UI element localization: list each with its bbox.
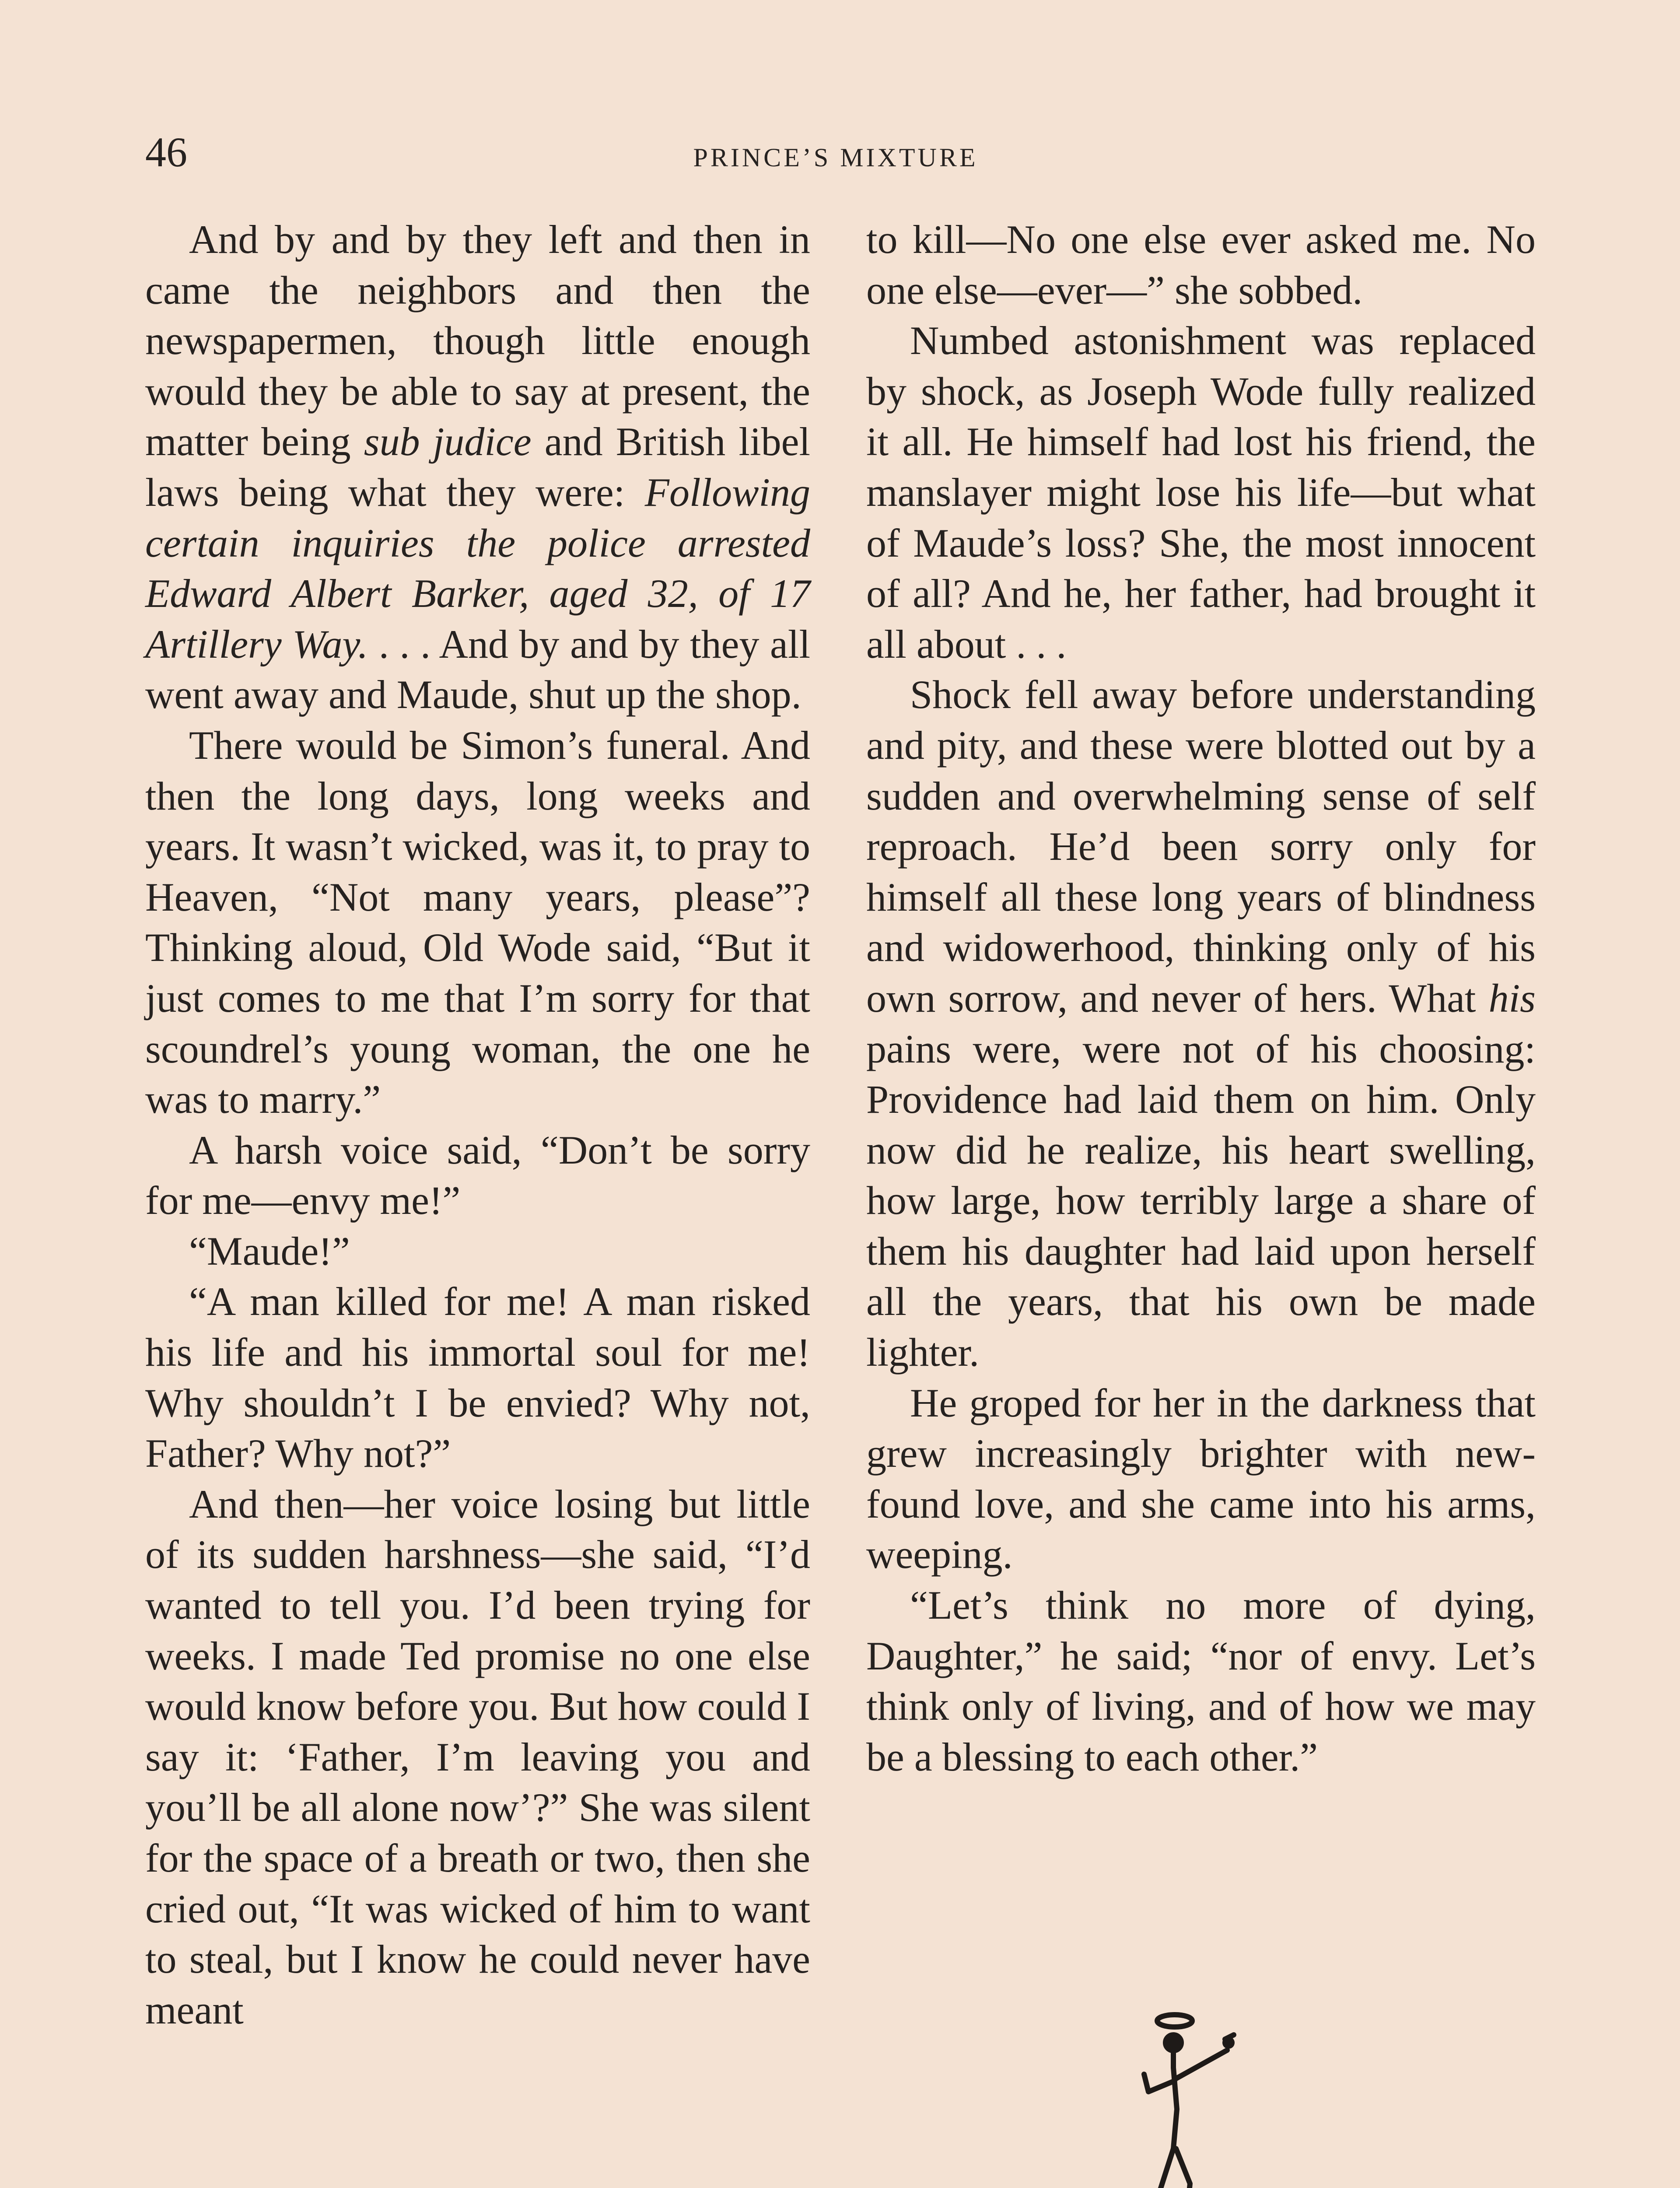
right-paragraph-3	[866, 670, 1536, 1378]
saint-stick-figure-icon	[1124, 2009, 1264, 2188]
left-paragraph-4: “Maude!”	[189, 1228, 350, 1273]
text-run: . . . And by and by they all went away and Maude, shut up the shop.	[145, 621, 810, 717]
text-run: and British libel laws being what they were:	[145, 419, 810, 515]
left-paragraph-6: And then—her voice losing but little of its sudden harshness—she said, “I’d wanted to tell you. I’d been trying for weeks. I made Ted promise no one else would know before you. But how could I say it: ‘Father, I’m leaving you and you’ll be all alone now’?” She was silent for the space of a breath or two, then she cried out, “It was wicked of him to want to steal, but I know he could never have meant	[145, 1481, 810, 2032]
left-column	[145, 214, 810, 2035]
text-run: And by and by they left and then in came the neighbors and then the newspapermen, though little enough would they be able to say at present, the matter being	[145, 217, 810, 464]
left-paragraph-2: There would be Simon’s funeral. And then the long days, long weeks and years. It wasn’t wicked, was it, to pray to Heaven, “Not many years, please”? Thinking aloud, Old Wode said, “But it just comes to me that I’m sorry for that scoundrel’s young woman, the one he was to marry.”	[145, 722, 810, 1122]
text-run: Shock fell away before understanding and pity, and these were blotted out by a sudden and overwhelming sense of self reproach. He’d been sorry only for himself all these long years of blindness and widowerhood, thinking only of his own sorrow, and never of hers. What	[866, 672, 1536, 1020]
left-paragraph-1	[145, 214, 810, 720]
italic-text: Following certain inquiries the police arrested Edward Albert Barker, aged 32, of 17 Artillery Way.	[145, 470, 810, 666]
right-paragraph-1: to kill—No one else ever asked me. No one else—ever—” she sobbed.	[866, 217, 1536, 312]
page-number: 46	[145, 129, 187, 175]
right-column	[866, 214, 1536, 1782]
right-paragraph-5: “Let’s think no more of dying, Daughter,” he said; “nor of envy. Let’s think only of living, and of how we may be a blessing to each other.”	[866, 1583, 1536, 1779]
left-paragraph-5: “A man killed for me! A man risked his life and his immortal soul for me! Why shouldn’t I be envied? Why not, Father? Why not?”	[145, 1279, 810, 1476]
italic-text: his	[1488, 975, 1536, 1020]
running-title: PRINCE’S MIXTURE	[693, 143, 978, 172]
right-paragraph-2: Numbed astonishment was replaced by shock, as Joseph Wode fully realized it all. He himself had lost his friend, the manslayer might lose his life—but what of Maude’s loss? She, the most innocent of all? And he, her father, had brought it all about . . .	[866, 318, 1536, 666]
right-paragraph-4: He groped for her in the darkness that grew increasingly brighter with new-found love, and she came into his arms, weeping.	[866, 1380, 1536, 1577]
italic-text: sub judice	[364, 419, 532, 464]
left-paragraph-3: A harsh voice said, “Don’t be sorry for me—envy me!”	[145, 1127, 810, 1223]
text-run: pains were, were not of his choosing: Providence had laid them on him. Only now did he realize, his heart swelling, how large, how terribly large a share of them his daughter had laid upon herself all the years, that his own be made lighter.	[866, 1026, 1536, 1375]
